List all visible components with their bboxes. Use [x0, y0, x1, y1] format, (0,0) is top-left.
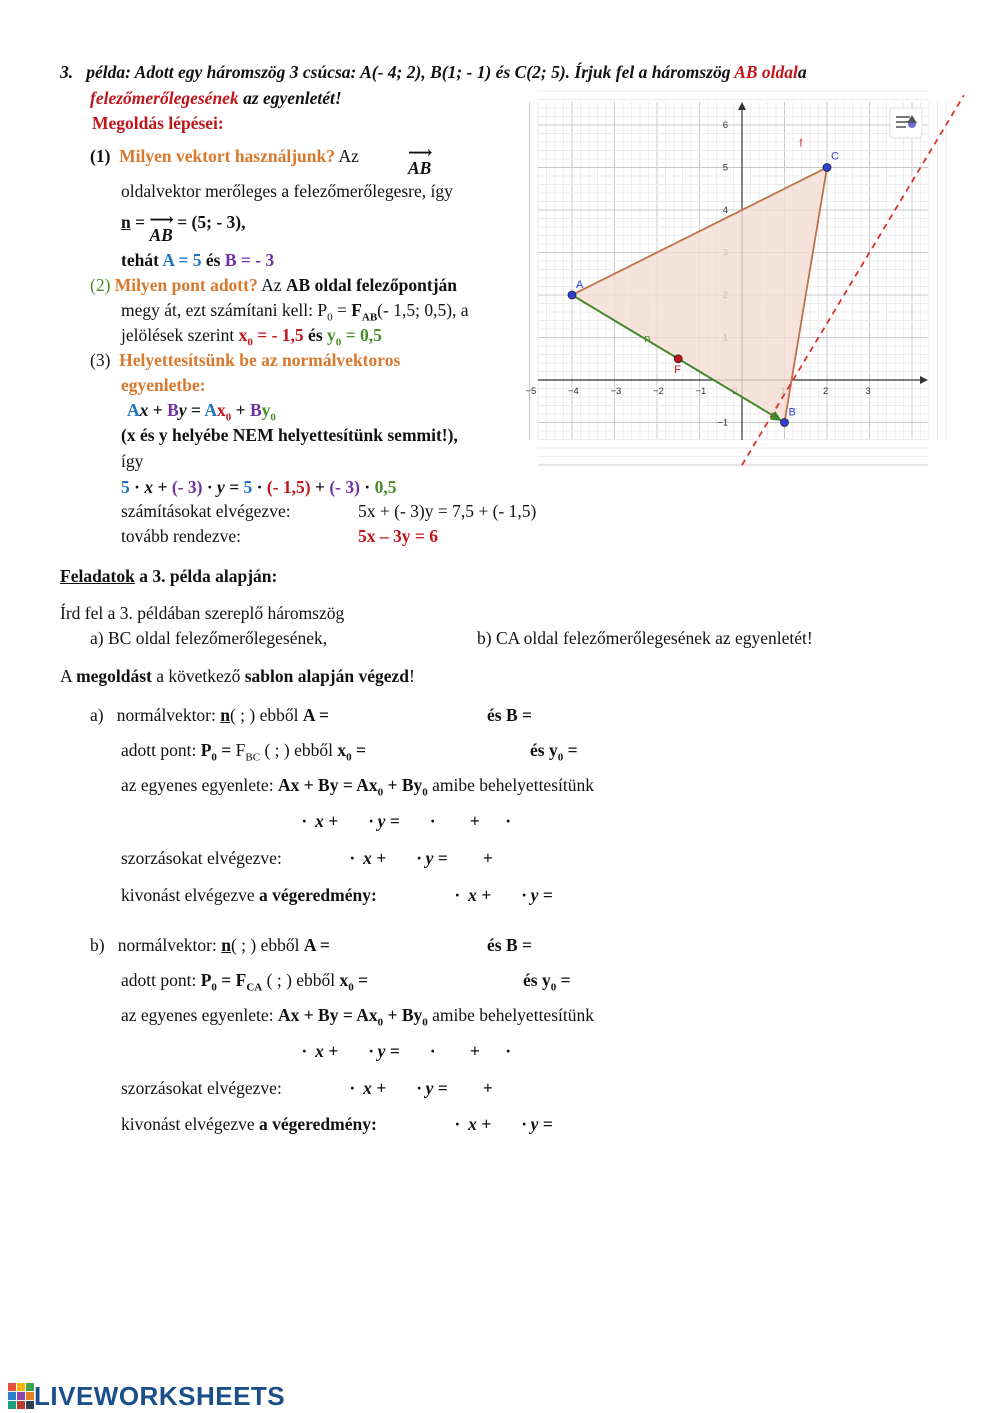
formula-plus: + — [148, 400, 168, 420]
example-title-line2 — [90, 88, 342, 109]
sub-x: x — [144, 477, 154, 497]
y-axis-arrow-icon — [738, 102, 746, 110]
template-a-point-pre: adott pont: — [121, 740, 201, 760]
label-n: n — [644, 332, 651, 345]
template-a-x0eq: = — [351, 740, 366, 760]
template-note-a: A — [60, 666, 77, 686]
formula-x: x — [139, 400, 149, 420]
template-a-line: az egyenes egyenlete: $Ax + By = Ax_0 + By_0$ amibe behelyettesítünk — [121, 775, 594, 799]
formula-x0-sub: 0 — [225, 411, 232, 424]
template-b-x0: x — [339, 970, 349, 990]
point-label-c: C — [831, 150, 839, 163]
template-b-line-formula: Ax + By = Ax — [277, 1005, 378, 1025]
tasks-a: a) BC oldal felezőmerőlegesének, — [90, 628, 328, 648]
step2-num: (2) — [90, 275, 111, 295]
step2-y0-sub: 0 — [335, 336, 342, 349]
step1-n: n — [121, 212, 131, 232]
sub-five: 5 — [121, 477, 130, 497]
step3-arrange-value: 5x – 3y = 6 — [358, 526, 438, 546]
template-b-point-pre: adott pont: — [121, 970, 201, 990]
point-a — [568, 291, 576, 299]
label-f: f — [799, 137, 803, 150]
step3-igy: így — [121, 451, 144, 471]
template-b-mult-label: szorzásokat elvégezve: — [121, 1078, 282, 1098]
template-b-F: F — [235, 970, 247, 990]
template-b-normal-mid: ( ; ) ebből — [230, 935, 304, 955]
step1-es: és — [201, 250, 225, 270]
template-b-A: A = — [303, 935, 330, 955]
sub-plus: + — [153, 477, 172, 497]
step3-formula: $Ax + By = Ax_0 + By_0$ — [127, 400, 276, 424]
template-b-line: az egyenes egyenlete: $Ax + By = Ax_0 + By_0$ amibe behelyettesítünk — [121, 1005, 594, 1029]
step1-n-value: = (5; - 3), — [172, 212, 246, 232]
step1-n-line — [121, 210, 246, 245]
template-note-b: megoldást — [76, 666, 152, 686]
step2-line2c: (- 1,5; 0,5), a — [377, 300, 469, 320]
template-note-d: sablon alapján végezd — [244, 666, 410, 686]
template-a-P0: P — [200, 740, 212, 760]
step1-line1 — [90, 146, 359, 167]
template-a-sub-value: · x + · y = — [455, 885, 553, 905]
x-tick-label: 3 — [865, 386, 871, 397]
step2-y0val: = 0,5 — [341, 325, 382, 345]
x-tick-label: 2 — [823, 386, 829, 397]
template-a-P0eq: = — [216, 740, 236, 760]
formula-B2: B — [249, 400, 262, 420]
step2-line3a: jelölések szerint — [121, 325, 239, 345]
y-tick-label: 6 — [722, 120, 728, 131]
template-b-y0eq: = — [556, 970, 571, 990]
step1-az: Az — [338, 146, 359, 166]
template-note-c: a következő — [151, 666, 245, 686]
template-b-normal-pre: normálvektor: — [117, 935, 222, 955]
step2-x0: x — [238, 325, 248, 345]
geogebra-graph — [525, 102, 928, 440]
x-axis-arrow-icon — [920, 376, 928, 384]
point-label-b: B — [788, 406, 796, 419]
template-a-point: adott pont: $P_0 = F_{BC}$ ( ; ) ebből $x_0$ = — [121, 740, 366, 764]
step1-text: oldalvektor merőleges a felezőmerőlegesre, így — [121, 181, 453, 201]
template-b-es-y0: és y — [523, 970, 551, 990]
template-b-sub-value: · x + · y = — [455, 1114, 553, 1134]
step3-note-text: (x és y helyébe NEM helyettesítünk semmit!), — [121, 425, 458, 445]
step1-B: B = - 3 — [224, 250, 275, 270]
template-a-normal-pre: normálvektor: — [116, 705, 221, 725]
step3-line1 — [90, 350, 400, 371]
step1-vector-ab — [408, 143, 433, 179]
step1-n-eq: = — [130, 212, 150, 232]
template-a-subst: · x + · y = · + · — [302, 811, 511, 831]
sub-dot: · — [129, 477, 145, 497]
template-b-line-formula2: + By — [383, 1005, 423, 1025]
template-b-P0eq: = — [216, 970, 236, 990]
liveworksheets-logo[interactable] — [8, 1381, 285, 1411]
template-a-mult-value: · x + · y = + — [350, 848, 493, 868]
formula-B: B — [167, 400, 179, 420]
template-a-y0: és $y_0$ = — [530, 740, 578, 764]
step2-question: Milyen pont adott? — [114, 275, 258, 295]
tasks-b: b) CA oldal felezőmerőlegesének az egyenletét! — [477, 628, 813, 648]
x-tick-label: −3 — [610, 386, 622, 397]
step2-F-sub: AB — [361, 311, 378, 324]
step1-vec-label: AB — [408, 158, 432, 178]
template-a-label: a) — [90, 705, 104, 725]
template-a-line-formula2: + By — [383, 775, 423, 795]
template-b-P0: P — [200, 970, 212, 990]
template-a-n: n — [220, 705, 230, 725]
x-tick-label: −4 — [568, 386, 579, 397]
y-tick-label: 5 — [722, 162, 728, 174]
step3-calc-label: számításokat elvégezve: — [121, 501, 291, 521]
template-note-e: ! — [409, 666, 415, 686]
step2-line1 — [90, 275, 457, 296]
template-a-sub-pre: kivonást elvégezve — [121, 885, 260, 905]
sub-m3: (- 3) — [329, 477, 360, 497]
template-a-A: A = — [302, 705, 329, 725]
example-ab-side: AB oldal — [734, 62, 798, 82]
step2-x0val: = - 1,5 — [252, 325, 304, 345]
formula-y0-sub: 0 — [270, 411, 276, 424]
step2-az: Az — [257, 275, 286, 295]
step2-F: F — [351, 300, 362, 320]
step2-line3 — [121, 325, 382, 349]
step2-p0-sub: 0 — [327, 311, 333, 324]
template-a-F: F — [235, 740, 246, 760]
tasks-intro: Írd fel a 3. példában szereplő háromszög — [60, 603, 345, 623]
step3-note — [121, 425, 458, 446]
point-label-a: A — [576, 279, 584, 291]
example-title — [60, 62, 807, 83]
example-perp: felezőmerőlegesének — [90, 88, 239, 108]
sub-half: 0,5 — [374, 477, 397, 497]
step3-num: (3) — [90, 350, 111, 370]
tasks-template-note — [60, 666, 415, 687]
formula-y: y — [178, 400, 187, 420]
example-a-suffix: a — [797, 62, 807, 82]
step1-question: Milyen vektort használjunk? — [119, 146, 336, 166]
y-tick-label: −1 — [717, 417, 728, 429]
step1-A: A = 5 — [162, 250, 202, 270]
example-number: 3. — [60, 62, 74, 82]
formula-A2: A — [204, 400, 217, 420]
step3-substituted: 5 · x + (- 3) · y = 5 · (- 1,5) + (- 3) · 0,5 — [121, 477, 397, 497]
tasks-heading-rest: a 3. példa alapján: — [134, 566, 278, 586]
example-rest: az egyenletét! — [238, 88, 342, 108]
template-b-sub — [121, 1114, 377, 1135]
sub-eq: = — [224, 477, 244, 497]
template-a-mult-label: szorzásokat elvégezve: — [121, 848, 282, 868]
template-b-point-mid: ( ; ) ebből — [262, 970, 340, 990]
template-a-line-pre: az egyenes egyenlete: — [121, 775, 278, 795]
template-b-esB: és B = — [487, 935, 532, 955]
vector-arrow-icon: ⟶ — [408, 143, 433, 162]
logo-text: LIVEWORKSHEETS — [34, 1380, 286, 1411]
template-a-normal — [90, 705, 329, 726]
step2-line2b: = — [332, 300, 352, 320]
template-b-n: n — [221, 935, 231, 955]
step3-q2: egyenletbe: — [121, 375, 206, 395]
template-a-x0: x — [337, 740, 347, 760]
logo-icon — [8, 1383, 34, 1409]
step2-ab: AB oldal felezőpontján — [285, 275, 458, 295]
template-a-sub-bold: a végeredmény: — [259, 885, 377, 905]
formula-plus2: + — [231, 400, 250, 420]
graph-style-button[interactable] — [890, 108, 922, 138]
template-a-esB: és B = — [487, 705, 532, 725]
solution-heading: Megoldás lépései: — [92, 113, 224, 133]
step1-tehat: tehát — [121, 250, 163, 270]
step1-result — [121, 250, 274, 271]
template-b-Fsub: CA — [246, 981, 263, 994]
point-f — [674, 355, 682, 363]
template-a-line-post: amibe behelyettesítünk — [427, 775, 594, 795]
x-tick-label: −5 — [525, 386, 537, 397]
template-a-sub — [121, 885, 377, 906]
point-b — [781, 419, 789, 427]
template-b-line-post: amibe behelyettesítünk — [427, 1005, 594, 1025]
sub-five2: 5 — [243, 477, 253, 497]
template-b-x0eq: = — [353, 970, 369, 990]
step2-x0-sub: 0 — [247, 336, 253, 349]
point-c — [823, 164, 831, 172]
template-b-subst: · x + · y = · + · — [302, 1041, 511, 1061]
step2-es: és — [303, 325, 327, 345]
formula-A: A — [127, 400, 140, 420]
vector-arrow-icon-2: ⟶ — [149, 210, 174, 229]
step1-num: (1) — [90, 146, 111, 166]
tasks-heading-bold: Feladatok — [60, 566, 135, 586]
step2-line2 — [121, 300, 469, 324]
template-b-sub-bold: a végeredmény: — [259, 1114, 377, 1134]
step2-y0: y — [327, 325, 336, 345]
template-b-normal — [90, 935, 330, 956]
template-a-normal-mid: ( ; ) ebből — [229, 705, 303, 725]
template-b-point: adott pont: $P_0 = F_{CA}$ ( ; ) ebből $x_0$ = — [121, 970, 369, 994]
example-lead: példa: Adott egy háromszög 3 csúcsa: A(- 4; 2), B(1; - 1) és C(2; 5). Írjuk fel a háromszög — [86, 62, 735, 82]
tasks-heading — [60, 566, 277, 587]
step3-q1: Helyettesítsünk be az normálvektoros — [119, 350, 401, 370]
step1-n-vec: AB — [149, 225, 173, 245]
template-b-line-pre: az egyenes egyenlete: — [121, 1005, 278, 1025]
template-b-label: b) — [90, 935, 105, 955]
step3-calc-value: 5x + (- 3)y = 7,5 + (- 1,5) — [358, 501, 537, 521]
step2-line2a: megy át, ezt számítani kell: P — [121, 300, 328, 320]
template-b-sub-pre: kivonást elvégezve — [121, 1114, 260, 1134]
template-a-point-mid: ( ; ) ebből — [260, 740, 338, 760]
step3-arrange-label: tovább rendezve: — [121, 526, 242, 546]
sub-y: y — [217, 477, 225, 497]
point-label-f: F — [674, 363, 681, 376]
y-tick-label: 4 — [722, 205, 728, 216]
formula-eq: = — [186, 400, 205, 420]
template-b-y0: és $y_0$ = — [523, 970, 571, 994]
template-a-line-formula: Ax + By = Ax — [277, 775, 378, 795]
template-a-y0eq: = — [563, 740, 578, 760]
template-b-mult-value: · x + · y = + — [350, 1078, 493, 1098]
template-a-es-y0: és y — [530, 740, 558, 760]
template-a-Fsub: BC — [245, 751, 261, 764]
sub-minus3: (- 3) — [171, 477, 203, 497]
x-tick-label: −1 — [695, 386, 707, 397]
sub-m15: (- 1,5) — [266, 477, 311, 497]
x-tick-label: −2 — [653, 386, 664, 397]
